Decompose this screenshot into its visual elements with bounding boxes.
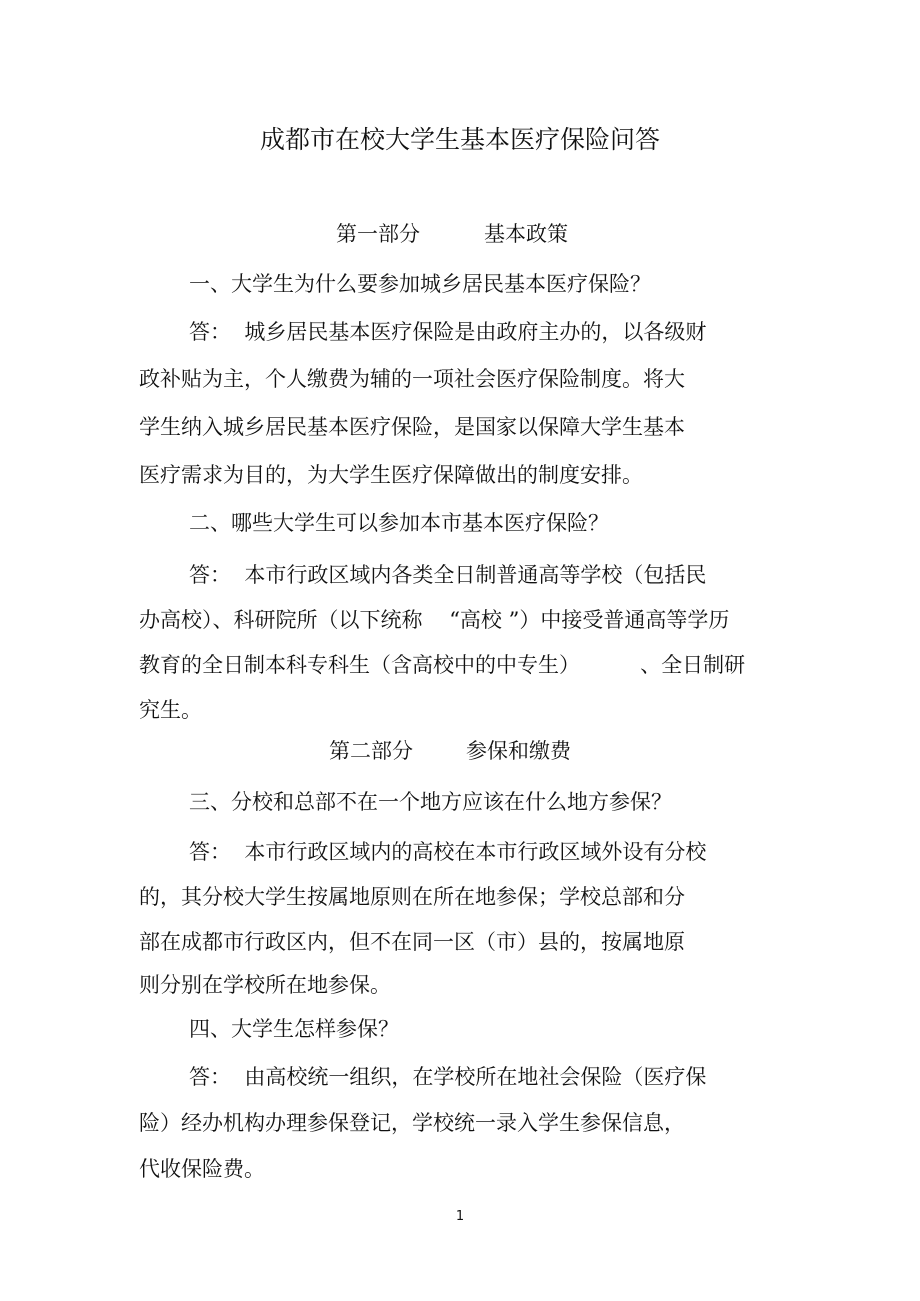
question-2: 二、哪些大学生可以参加本市基本医疗保险？	[189, 511, 609, 535]
document-title: 成都市在校大学生基本医疗保险问答	[259, 125, 660, 154]
answer-1-line-3: 学生纳入城乡居民基本医疗保险，是国家以保障大学生基本	[139, 415, 685, 439]
question-4: 四、大学生怎样参保？	[189, 1017, 399, 1041]
question-3: 三、分校和总部不在一个地方应该在什么地方参保？	[189, 790, 672, 814]
answer-4-line-2: 险）经办机构办理参保登记，学校统一录入学生参保信息，	[139, 1111, 685, 1135]
question-1: 一、大学生为什么要参加城乡居民基本医疗保险？	[189, 272, 651, 296]
answer-3-line-3: 部在成都市行政区内，但不在同一区（市）县的，按属地原	[139, 930, 685, 954]
part1-name: 基本政策	[484, 222, 568, 246]
answer-1-line-2: 政补贴为主，个人缴费为辅的一项社会医疗保险制度。将大	[139, 367, 685, 391]
answer-4-line-3: 代收保险费。	[139, 1157, 265, 1181]
answer-2-line-3: 教育的全日制本科专科生（含高校中的中专生） 、全日制研	[139, 653, 746, 677]
answer-2-line-1: 答： 本市行政区域内各类全日制普通高等学校（包括民	[189, 563, 707, 587]
answer-3-line-4: 则分别在学校所在地参保。	[139, 973, 391, 997]
answer-2-line-4: 究生。	[139, 698, 202, 722]
answer-4-line-1: 答： 由高校统一组织，在学校所在地社会保险（医疗保	[189, 1065, 707, 1089]
answer-3-line-1: 答： 本市行政区域内的高校在本市行政区域外设有分校	[189, 840, 707, 864]
answer-2-line-2: 办高校）、科研院所（以下统称 “高校 ”）中接受普通高等学历	[139, 608, 730, 632]
answer-1-line-1: 答： 城乡居民基本医疗保险是由政府主办的，以各级财	[189, 320, 707, 344]
part1-label: 第一部分	[336, 222, 420, 246]
part2-label: 第二部分	[329, 739, 413, 763]
answer-3-line-2: 的，其分校大学生按属地原则在所在地参保；学校总部和分	[139, 885, 685, 909]
answer-1-line-4: 医疗需求为目的，为大学生医疗保障做出的制度安排。	[139, 463, 643, 487]
part2-name: 参保和缴费	[466, 739, 571, 763]
page-number: 1	[455, 1209, 465, 1224]
